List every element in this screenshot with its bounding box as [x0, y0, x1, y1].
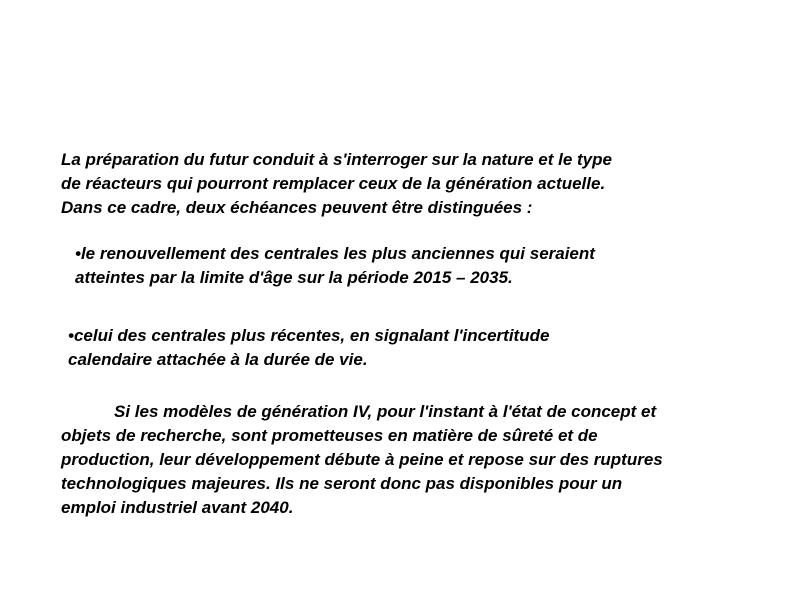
paragraph-line: Si les modèles de génération IV, pour l'instant à l'état de concept et [114, 402, 657, 421]
bullet-line: •le renouvellement des centrales les plus anciennes qui seraient [75, 244, 595, 263]
bullet-line: atteintes par la limite d'âge sur la période 2015 – 2035. [75, 268, 513, 287]
intro-line: La préparation du futur conduit à s'interroger sur la nature et le type [61, 150, 612, 169]
paragraph-line: technologiques majeures. Ils ne seront donc pas disponibles pour un [61, 474, 623, 493]
paragraph-line: emploi industriel avant 2040. [61, 498, 294, 517]
paragraph-line: production, leur développement débute à peine et repose sur des ruptures [61, 450, 663, 469]
paragraph-line: objets de recherche, sont prometteuses en matière de sûreté et de [61, 426, 598, 445]
bullet-line: •celui des centrales plus récentes, en signalant l'incertitude [68, 326, 550, 345]
intro-line: Dans ce cadre, deux échéances peuvent être distinguées : [61, 198, 533, 217]
intro-line: de réacteurs qui pourront remplacer ceux de la génération actuelle. [61, 174, 606, 193]
bullet-line: calendaire attachée à la durée de vie. [68, 350, 368, 369]
